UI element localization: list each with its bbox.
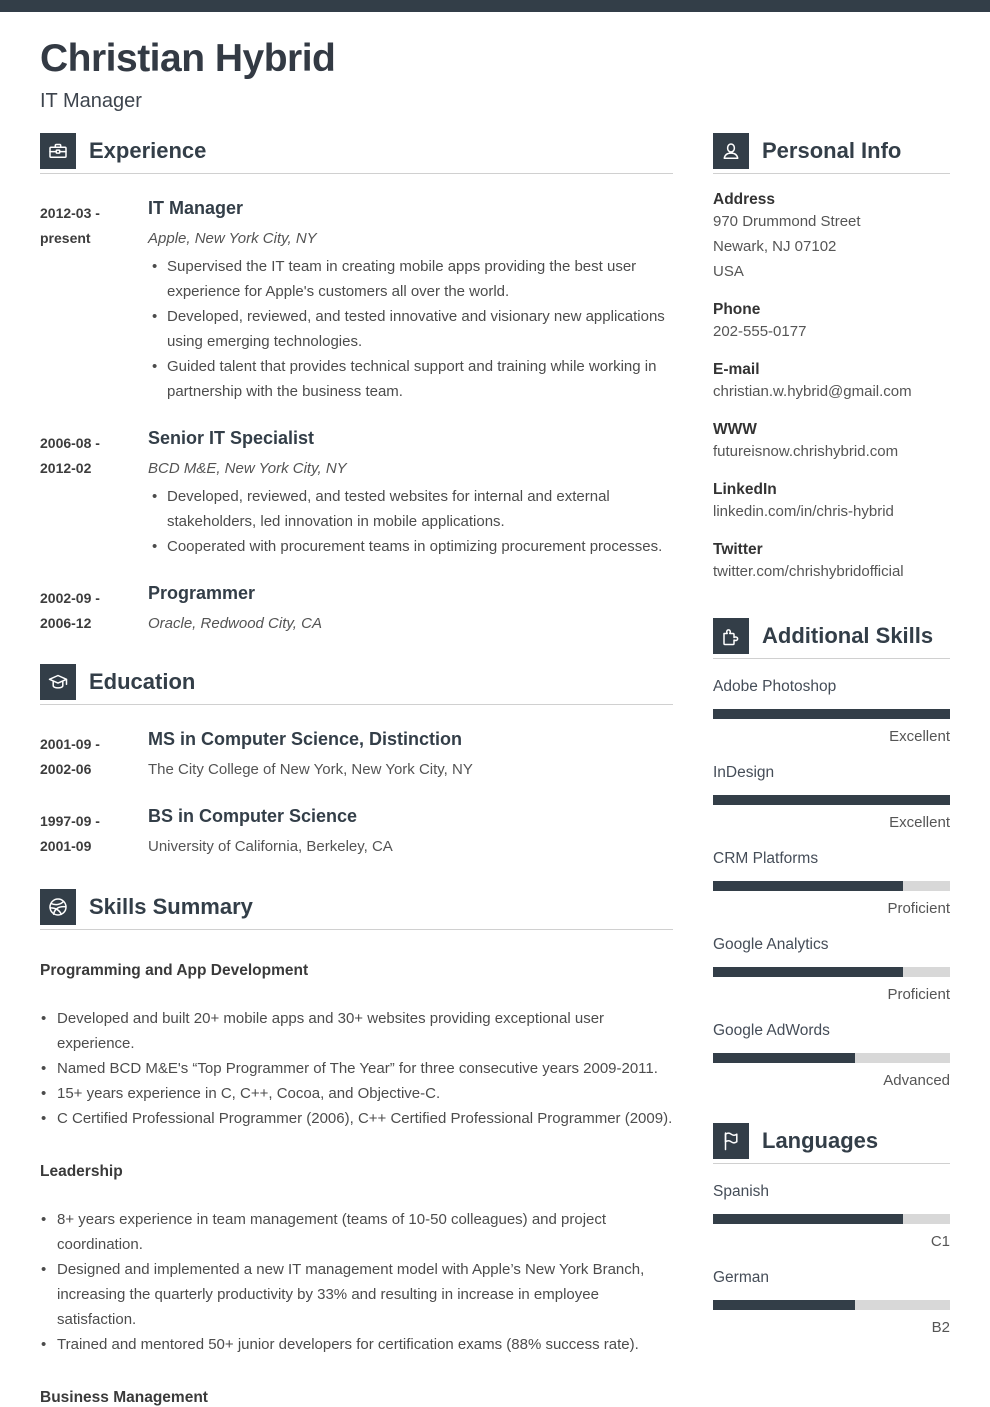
education-entry — [40, 806, 673, 859]
skill-name: CRM Platforms — [713, 849, 819, 867]
language-bar-fill — [713, 1300, 855, 1310]
skill-level: Advanced — [883, 1071, 950, 1089]
skill-item — [713, 1022, 950, 1089]
field-value: USA — [713, 262, 744, 280]
briefcase-icon — [40, 133, 76, 169]
ball-icon — [40, 889, 76, 925]
date-from: 1997-09 - — [40, 812, 100, 829]
date-from: 2006-08 - — [40, 434, 100, 451]
skill-level: Excellent — [889, 813, 950, 831]
skill-level: Proficient — [887, 899, 950, 917]
personal-info-field — [713, 421, 950, 464]
field-value: christian.w.hybrid@gmail.com — [713, 382, 912, 400]
date-to: present — [40, 229, 91, 246]
bullet-item: • Developed and built 20+ mobile apps and 30+ websites providing exceptional user experience. — [55, 1006, 673, 1056]
date-to: 2002-06 — [40, 760, 92, 777]
language-bar-fill — [713, 1214, 903, 1224]
personal-info-field — [713, 191, 950, 284]
personal-info-field — [713, 361, 950, 404]
personal-info-section-header — [713, 133, 950, 174]
entry-dates — [40, 198, 148, 404]
entry-bullets — [148, 254, 673, 404]
skill-bar — [713, 1053, 950, 1063]
entry-title: IT Manager — [148, 197, 244, 218]
bullet-item: • Named BCD M&E's “Top Programmer of The Year” for three consecutive years 2009-2011. — [55, 1056, 673, 1081]
experience-entry — [40, 428, 673, 559]
language-name: German — [713, 1268, 769, 1286]
skill-name: Google AdWords — [713, 1021, 830, 1039]
additional-skills-section-title: Additional Skills — [762, 622, 934, 648]
skill-item — [713, 764, 950, 831]
skills-group — [40, 1389, 673, 1407]
entry-company: Oracle, Redwood City, CA — [148, 614, 322, 632]
experience-section-header — [40, 133, 673, 174]
entry-bullets — [148, 484, 673, 559]
field-label: Twitter — [713, 540, 763, 558]
bullet-item: • Developed, reviewed, and tested innovative and visionary new applications using emerging technologies. — [165, 304, 673, 354]
experience-section-title: Experience — [89, 137, 207, 163]
education-section-header — [40, 664, 673, 705]
field-label: Address — [713, 190, 776, 208]
date-to: 2001-09 — [40, 837, 92, 854]
bullet-item: • Supervised the IT team in creating mobile apps providing the best user experience for Apple's customers all over the world. — [165, 254, 673, 304]
resume-page — [0, 12, 990, 1407]
field-label: Phone — [713, 300, 761, 318]
entry-company: Apple, New York City, NY — [148, 229, 317, 247]
language-bar — [713, 1214, 950, 1224]
date-from: 2001-09 - — [40, 735, 100, 752]
bullet-item: • Trained and mentored 50+ junior developers for certification exams (88% success rate). — [55, 1332, 673, 1357]
bullet-item: • Guided talent that provides technical support and training while working in partnership with the business team. — [165, 354, 673, 404]
entry-title: MS in Computer Science, Distinction — [148, 728, 463, 749]
skills-summary-section-title: Skills Summary — [89, 893, 253, 919]
date-to: 2012-02 — [40, 459, 92, 476]
field-label: WWW — [713, 420, 757, 438]
entry-dates — [40, 729, 148, 782]
skill-bar-fill — [713, 881, 903, 891]
main-column — [40, 133, 673, 1407]
skill-name: InDesign — [713, 763, 775, 781]
personal-info-field — [713, 481, 950, 524]
skills-group-title: Programming and App Development — [40, 961, 309, 979]
skills-summary-section-header — [40, 889, 673, 930]
language-item — [713, 1269, 950, 1336]
entry-dates — [40, 583, 148, 636]
entry-title: Senior IT Specialist — [148, 427, 315, 448]
sidebar — [713, 133, 950, 1407]
field-value: 970 Drummond Street — [713, 212, 861, 230]
date-to: 2006-12 — [40, 614, 92, 631]
skill-bar — [713, 709, 950, 719]
skill-item — [713, 678, 950, 745]
field-value: linkedin.com/in/chris-hybrid — [713, 502, 894, 520]
date-from: 2012-03 - — [40, 204, 100, 221]
skill-bar-fill — [713, 795, 950, 805]
entry-company: BCD M&E, New York City, NY — [148, 459, 347, 477]
bullet-item: • Developed, reviewed, and tested websites for internal and external stakeholders, led innovation in mobile applications. — [165, 484, 673, 534]
skill-name: Google Analytics — [713, 935, 829, 953]
additional-skills-section-header — [713, 618, 950, 659]
entry-school: The City College of New York, New York City, NY — [148, 760, 473, 778]
skill-bar — [713, 967, 950, 977]
skill-bar-fill — [713, 967, 903, 977]
education-section-title: Education — [89, 668, 196, 694]
field-label: E-mail — [713, 360, 760, 378]
experience-entry — [40, 198, 673, 404]
entry-title: Programmer — [148, 582, 256, 603]
bullet-item: • 8+ years experience in team management (teams of 10-50 colleagues) and project coordination. — [55, 1207, 673, 1257]
language-item — [713, 1183, 950, 1250]
field-value: twitter.com/chrishybridofficial — [713, 562, 904, 580]
person-job-title: IT Manager — [40, 89, 142, 112]
languages-section-title: Languages — [762, 1127, 879, 1153]
flag-icon — [713, 1123, 749, 1159]
skill-bar — [713, 795, 950, 805]
skill-bar-fill — [713, 709, 950, 719]
field-value: 202-555-0177 — [713, 322, 807, 340]
person-name: Christian Hybrid — [40, 37, 336, 80]
skills-group-title: Leadership — [40, 1162, 123, 1180]
personal-info-section-title: Personal Info — [762, 137, 902, 163]
entry-dates — [40, 806, 148, 859]
bullet-item: • Cooperated with procurement teams in optimizing procurement processes. — [165, 534, 673, 559]
entry-school: University of California, Berkeley, CA — [148, 837, 393, 855]
person-icon — [713, 133, 749, 169]
bullet-item: • Designed and implemented a new IT management model with Apple’s New York Branch, increasing the quarterly productivity by 33% and resulting in increase in employee satisfaction. — [55, 1257, 673, 1332]
language-level: B2 — [931, 1318, 950, 1336]
field-value: Newark, NJ 07102 — [713, 237, 837, 255]
bullet-item: • C Certified Professional Programmer (2006), C++ Certified Professional Programmer (2009). — [55, 1106, 673, 1131]
personal-info-field — [713, 541, 950, 584]
education-entry — [40, 729, 673, 782]
skill-item — [713, 850, 950, 917]
skill-item — [713, 936, 950, 1003]
puzzle-icon — [713, 618, 749, 654]
languages-section-header — [713, 1123, 950, 1164]
entry-title: BS in Computer Science — [148, 805, 358, 826]
skills-group-bullets — [40, 1207, 673, 1357]
bullet-item: • 15+ years experience in C, C++, Cocoa, and Objective-C. — [55, 1081, 673, 1106]
field-label: LinkedIn — [713, 480, 777, 498]
skills-group — [40, 962, 673, 1131]
field-value: futureisnow.chrishybrid.com — [713, 442, 899, 460]
skill-bar — [713, 881, 950, 891]
skill-name: Adobe Photoshop — [713, 677, 837, 695]
experience-entry — [40, 583, 673, 636]
entry-dates — [40, 428, 148, 559]
language-name: Spanish — [713, 1182, 770, 1200]
skills-group — [40, 1163, 673, 1357]
skill-level: Excellent — [889, 727, 950, 745]
skills-group-bullets — [40, 1006, 673, 1131]
skills-group-title: Business Management — [40, 1388, 208, 1406]
language-bar — [713, 1300, 950, 1310]
language-level: C1 — [930, 1232, 950, 1250]
skill-bar-fill — [713, 1053, 855, 1063]
graduation-cap-icon — [40, 664, 76, 700]
personal-info-field — [713, 301, 950, 344]
top-accent-bar — [0, 0, 990, 12]
skill-level: Proficient — [887, 985, 950, 1003]
date-from: 2002-09 - — [40, 589, 100, 606]
